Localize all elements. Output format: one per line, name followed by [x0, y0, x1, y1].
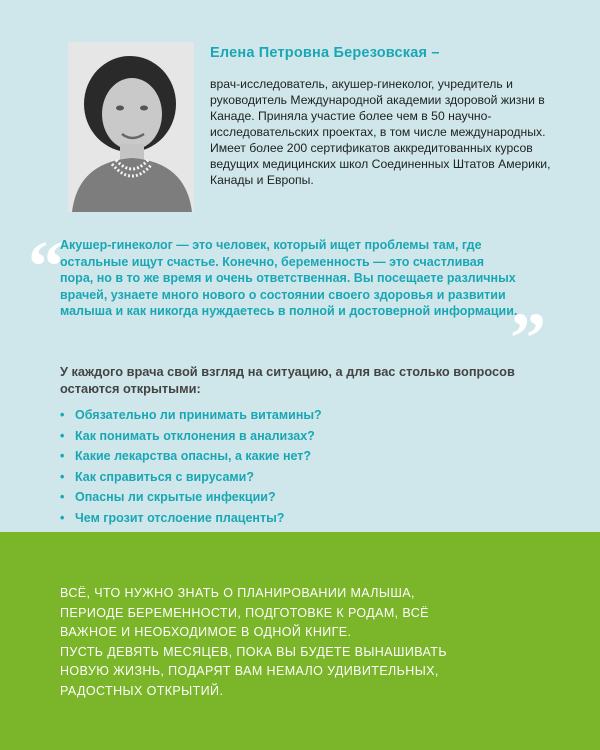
bullet-icon: •	[60, 408, 65, 422]
open-quote-icon: “	[28, 226, 64, 306]
promo-line: ПУСТЬ ДЕВЯТЬ МЕСЯЦЕВ, ПОКА ВЫ БУДЕТЕ ВЫНАШИВАТЬ	[60, 644, 447, 659]
bullet-icon: •	[60, 490, 65, 504]
author-name: Елена Петровна Березовская –	[210, 45, 440, 61]
bullet-icon: •	[60, 449, 65, 463]
list-item: • Обязательно ли принимать витамины?	[60, 405, 322, 426]
promo-line: ПЕРИОДЕ БЕРЕМЕННОСТИ, ПОДГОТОВКЕ К РОДАМ, ВСЁ	[60, 605, 429, 620]
author-bio: врач-исследователь, акушер-гинеколог, учредитель и руководитель Международной академии здоровой жизни в Канаде. Приняла участие более чем в 50 научно-исследовательских проектах, в том числе международных. Имеет более 200 сертификатов аккредитованных курсов ведущих медицинских школ Соединенных Штатов Америки, Канады и Европы.	[210, 77, 551, 187]
promo-line: ВСЁ, ЧТО НУЖНО ЗНАТЬ О ПЛАНИРОВАНИИ МАЛЫША,	[60, 586, 415, 600]
list-item: • Какие лекарства опасны, а какие нет?	[60, 446, 322, 467]
bullet-icon: •	[60, 510, 65, 525]
author-photo	[68, 42, 194, 212]
quote-text: Акушер-гинеколог — это человек, который ищет проблемы там, где остальные ищут счастье. Конечно, беременность — это счастливая пора, но в то же время и очень ответственная. Вы посещаете различных врачей, узнаете много нового о состоянии своего здоровья и развитии малыша и как никогда нуждаетесь в полной и достоверной информации.	[60, 238, 518, 319]
promo-line: ВАЖНОЕ И НЕОБХОДИМОЕ В ОДНОЙ КНИГЕ.	[60, 625, 352, 639]
bullet-icon: •	[60, 428, 65, 443]
questions-list	[60, 405, 322, 549]
bullet-icon: •	[60, 469, 65, 484]
promo-line: НОВУЮ ЖИЗНЬ, ПОДАРЯТ ВАМ НЕМАЛО УДИВИТЕЛЬНЫХ,	[60, 664, 439, 678]
close-quote-icon: ”	[510, 298, 546, 378]
list-item: • Чем грозит отслоение плаценты?	[60, 508, 322, 529]
promo-text	[60, 584, 530, 701]
list-item: • Как справиться с вирусами?	[60, 467, 322, 488]
promo-line: РАДОСТНЫХ ОТКРЫТИЙ.	[60, 683, 224, 698]
author-portrait-icon	[68, 42, 194, 212]
lead-text: У каждого врача свой взгляд на ситуацию, а для вас столько вопросов остаются открытыми:	[60, 364, 515, 396]
list-item: • Как понимать отклонения в анализах?	[60, 426, 322, 447]
list-item: • Опасны ли скрытые инфекции?	[60, 487, 322, 508]
